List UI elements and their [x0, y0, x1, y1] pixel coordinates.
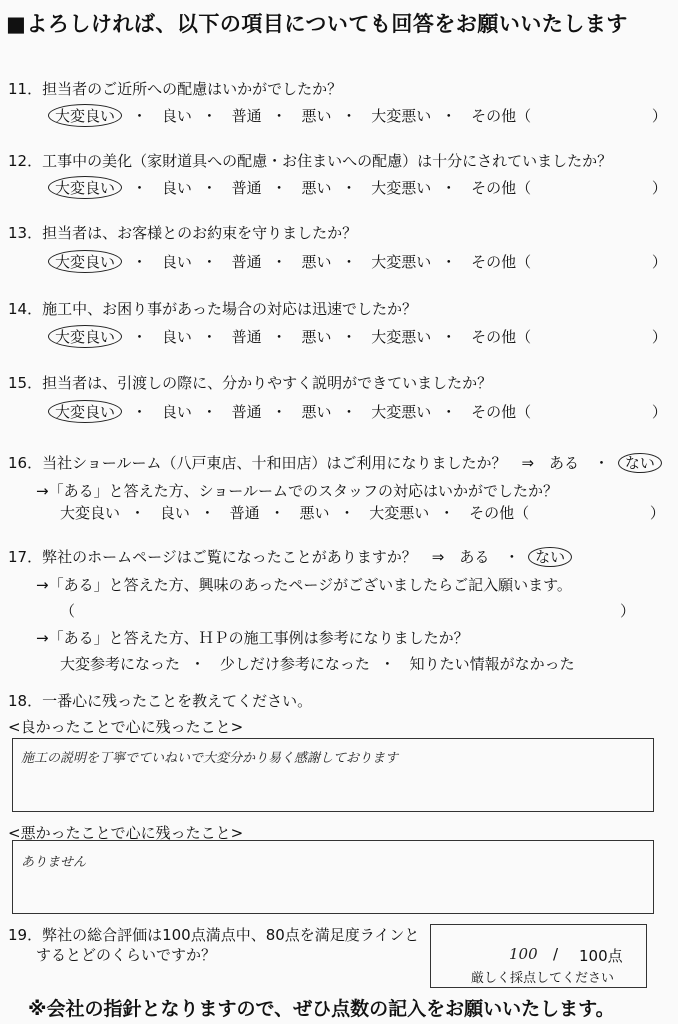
- option[interactable]: 良い: [161, 253, 192, 271]
- close-paren: ）: [620, 602, 636, 620]
- question-16-text: 16．当社ショールーム（八戸東店、十和田店）はご利用になりましたか？ ⇒ ある ・: [8, 454, 610, 472]
- option-selected[interactable]: 大変良い: [48, 176, 122, 199]
- option[interactable]: 大変悪い: [371, 179, 432, 197]
- close-paren: ）: [651, 179, 667, 197]
- option[interactable]: 良い: [159, 504, 190, 522]
- option-selected[interactable]: 大変良い: [48, 400, 122, 423]
- rating-row-11: 大変良い ・ 良い ・ 普通 ・ 悪い ・ 大変悪い ・ その他（ ）: [56, 104, 667, 127]
- question-16-sub: →「ある」と答えた方、ショールームでのスタッフの対応はいかがでしたか？: [36, 482, 558, 500]
- rating-row-14: 大変良い ・ 良い ・ 普通 ・ 悪い ・ 大変悪い ・ その他（ ）: [56, 325, 667, 348]
- rating-row-12: 大変良い ・ 良い ・ 普通 ・ 悪い ・ 大変悪い ・ その他（ ）: [56, 176, 667, 199]
- option[interactable]: 普通: [229, 504, 260, 522]
- score-box[interactable]: [430, 924, 647, 988]
- answer-nai[interactable]: ない: [618, 453, 662, 473]
- option[interactable]: 悪い: [301, 107, 332, 125]
- score-slash: /: [553, 945, 559, 963]
- option[interactable]: 大変参考になった: [60, 655, 181, 673]
- option[interactable]: 良い: [161, 403, 192, 421]
- rating-row-13: 大変良い ・ 良い ・ 普通 ・ 悪い ・ 大変悪い ・ その他（ ）: [56, 250, 667, 273]
- option[interactable]: 悪い: [301, 253, 332, 271]
- option-other[interactable]: その他（: [471, 179, 532, 197]
- question-17: [8, 546, 572, 567]
- answer-nai[interactable]: ない: [528, 547, 572, 567]
- score-value: 100: [509, 945, 538, 963]
- question-19-line2: するとどのくらいですか？: [36, 946, 217, 964]
- footer-note: ※会社の指針となりますので、ぜひ点数の記入をお願いいたします。: [28, 998, 615, 1020]
- option-other[interactable]: その他（: [471, 328, 532, 346]
- question-15: 15．担当者は、引渡しの際に、分かりやすく説明ができていましたか？: [8, 374, 493, 392]
- option-other[interactable]: その他（: [471, 253, 532, 271]
- score-note: 厳しく採点してください: [471, 971, 615, 986]
- question-14: 14．施工中、お困り事があった場合の対応は迅速でしたか？: [8, 300, 417, 318]
- option-selected[interactable]: 大変良い: [48, 325, 122, 348]
- option-selected[interactable]: 大変良い: [48, 250, 122, 273]
- close-paren: ）: [651, 403, 667, 421]
- close-paren: ）: [649, 504, 665, 522]
- question-17-text: 17．弊社のホームページはご覧になったことがありますか？ ⇒ ある ・: [8, 548, 520, 566]
- page-title: ■よろしければ、以下の項目についても回答をお願いいたします: [6, 12, 628, 36]
- option-other[interactable]: その他（: [471, 403, 532, 421]
- option[interactable]: 普通: [231, 253, 262, 271]
- option[interactable]: 大変悪い: [369, 504, 430, 522]
- option[interactable]: 普通: [231, 403, 262, 421]
- option[interactable]: 悪い: [299, 504, 330, 522]
- question-19-line1: 19．弊社の総合評価は100点満点中、80点を満足度ラインと: [8, 926, 420, 944]
- hp-options: 大変参考になった ・ 少しだけ参考になった ・ 知りたい情報がなかった: [60, 655, 575, 673]
- question-11: 11．担当者のご近所への配慮はいかがでしたか？: [8, 80, 343, 98]
- bad-label: <悪かったことで心に残ったこと>: [8, 824, 244, 842]
- option[interactable]: 知りたい情報がなかった: [409, 655, 575, 673]
- question-17-sub2: →「ある」と答えた方、ＨＰの施工事例は参考になりましたか？: [36, 629, 469, 647]
- question-17-sub1: →「ある」と答えた方、興味のあったページがございましたらご記入願います。: [36, 576, 572, 594]
- close-paren: ）: [651, 328, 667, 346]
- close-paren: ）: [651, 253, 667, 271]
- option[interactable]: 悪い: [301, 328, 332, 346]
- close-paren: ）: [651, 107, 667, 125]
- question-12: 12．工事中の美化（家財道具への配慮・お住まいへの配慮）は十分にされていましたか？: [8, 152, 613, 170]
- good-label: <良かったことで心に残ったこと>: [8, 718, 244, 736]
- option[interactable]: 普通: [231, 107, 262, 125]
- option[interactable]: 悪い: [301, 179, 332, 197]
- option[interactable]: 大変良い: [60, 504, 121, 522]
- option-other[interactable]: その他（: [469, 504, 530, 522]
- option[interactable]: 悪い: [301, 403, 332, 421]
- option[interactable]: 大変悪い: [371, 328, 432, 346]
- open-paren: （: [60, 602, 76, 620]
- bad-answer-text: ありません: [21, 855, 87, 870]
- option[interactable]: 良い: [161, 179, 192, 197]
- option[interactable]: 大変悪い: [371, 107, 432, 125]
- option[interactable]: 良い: [161, 107, 192, 125]
- option[interactable]: 良い: [161, 328, 192, 346]
- question-13: 13．担当者は、お客様とのお約束を守りましたか？: [8, 224, 358, 242]
- rating-row-16: 大変良い ・ 良い ・ 普通 ・ 悪い ・ 大変悪い ・ その他（ ）: [60, 504, 665, 522]
- bad-answer-box[interactable]: [12, 840, 654, 914]
- option[interactable]: 大変悪い: [371, 253, 432, 271]
- question-16: [8, 452, 662, 473]
- question-18: 18．一番心に残ったことを教えてください。: [8, 692, 313, 710]
- option[interactable]: 普通: [231, 179, 262, 197]
- option[interactable]: 大変悪い: [371, 403, 432, 421]
- good-answer-text: 施工の説明を丁寧でていねいで大変分かり易く感謝しております: [21, 751, 399, 766]
- rating-row-15: 大変良い ・ 良い ・ 普通 ・ 悪い ・ 大変悪い ・ その他（ ）: [56, 400, 667, 423]
- option-selected[interactable]: 大変良い: [48, 104, 122, 127]
- score-max: 100点: [579, 947, 623, 965]
- option-other[interactable]: その他（: [471, 107, 532, 125]
- good-answer-box[interactable]: [12, 738, 654, 812]
- option[interactable]: 普通: [231, 328, 262, 346]
- option[interactable]: 少しだけ参考になった: [219, 655, 370, 673]
